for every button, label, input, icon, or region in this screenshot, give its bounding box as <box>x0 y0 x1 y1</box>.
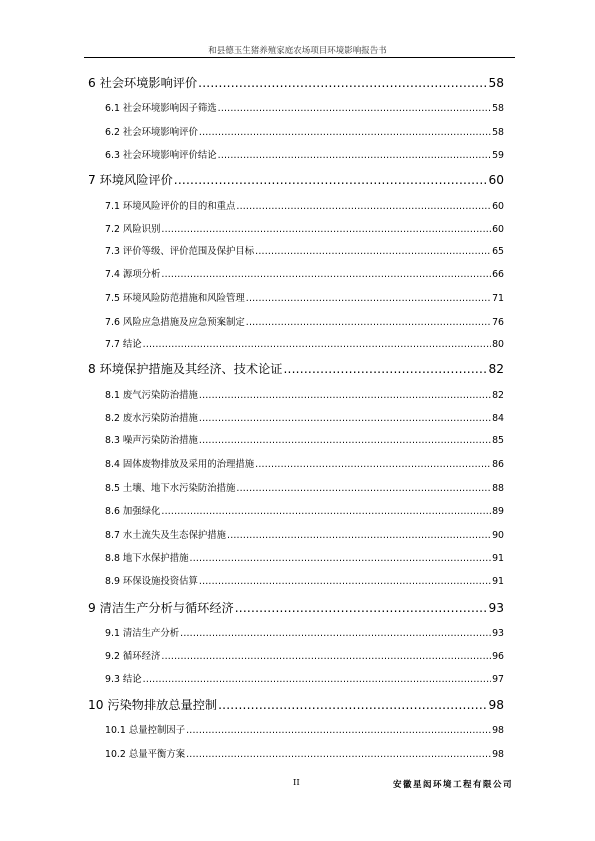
toc-entry[interactable] <box>88 599 504 616</box>
toc-entry[interactable] <box>88 360 504 377</box>
toc-leader-dots <box>190 553 492 564</box>
toc-leader-dots <box>174 173 488 187</box>
toc-entry-page: 58 <box>492 103 504 114</box>
toc-entry[interactable] <box>88 648 504 662</box>
toc-entry[interactable] <box>88 625 504 639</box>
toc-entry-label: 7.3 评价等级、评价范围及保护目标 <box>105 246 255 257</box>
toc-entry-page: 89 <box>492 506 504 517</box>
toc-entry[interactable] <box>88 550 504 564</box>
toc-entry-page: 88 <box>492 483 504 494</box>
toc-leader-dots <box>143 674 491 685</box>
toc-entry-page: 98 <box>488 698 504 712</box>
toc-leader-dots <box>186 749 491 760</box>
toc-entry-label: 10.1 总量控制因子 <box>105 725 186 736</box>
toc-entry-label: 6.1 社会环境影响因子筛选 <box>105 103 217 114</box>
toc-entry-page: 80 <box>492 339 504 350</box>
toc-leader-dots <box>218 698 487 712</box>
toc-entry-page: 82 <box>492 390 504 401</box>
running-header: 和县德玉生猪养殖家庭农场项目环境影响报告书 <box>208 46 387 56</box>
toc-leader-dots <box>180 628 491 639</box>
toc-entry-label: 9 清洁生产分析与循环经济 <box>88 601 234 615</box>
toc-leader-dots <box>227 530 491 541</box>
toc-entry-label: 10.2 总量平衡方案 <box>105 749 186 760</box>
toc-entry-page: 97 <box>492 674 504 685</box>
toc-entry[interactable] <box>88 314 504 328</box>
toc-entry[interactable] <box>88 266 504 280</box>
toc-leader-dots <box>161 506 491 517</box>
toc-entry-label: 7 环境风险评价 <box>88 173 173 187</box>
toc-entry-page: 65 <box>492 246 504 257</box>
toc-leader-dots <box>218 150 491 161</box>
toc-entry-label: 7.2 风险识别 <box>105 224 161 235</box>
toc-entry-page: 60 <box>488 173 504 187</box>
toc-entry-label: 8.4 固体废物排放及采用的治理措施 <box>105 459 255 470</box>
toc-entry-label: 7.7 结论 <box>105 339 142 350</box>
toc-entry-label: 8.8 地下水保护措施 <box>105 553 189 564</box>
toc-entry-page: 86 <box>492 459 504 470</box>
toc-leader-dots <box>246 293 491 304</box>
toc-entry-page: 60 <box>492 224 504 235</box>
toc-entry-label: 6.2 社会环境影响评价 <box>105 127 198 138</box>
toc-entry-page: 91 <box>492 576 504 587</box>
toc-entry-page: 93 <box>488 601 504 615</box>
toc-entry-page: 66 <box>492 269 504 280</box>
toc-entry-page: 93 <box>492 628 504 639</box>
toc-leader-dots <box>199 413 491 424</box>
toc-entry-page: 98 <box>492 725 504 736</box>
toc-entry-page: 58 <box>492 127 504 138</box>
toc-entry-label: 8.1 废气污染防治措施 <box>105 390 198 401</box>
toc-entry-label: 8.2 废水污染防治措施 <box>105 413 198 424</box>
toc-leader-dots <box>255 246 491 257</box>
toc-entry[interactable] <box>88 456 504 470</box>
toc-entry-label: 7.4 源项分析 <box>105 269 161 280</box>
toc-leader-dots <box>246 317 491 328</box>
toc-entry-label: 8 环境保护措施及其经济、技术论证 <box>88 362 283 376</box>
toc-entry[interactable] <box>88 671 504 685</box>
toc-entry-label: 6 社会环境影响评价 <box>88 76 198 90</box>
toc-entry-label: 9.1 清洁生产分析 <box>105 628 180 639</box>
toc-entry[interactable] <box>88 336 504 350</box>
toc-leader-dots <box>218 103 491 114</box>
toc-entry[interactable] <box>88 432 504 446</box>
toc-entry-page: 60 <box>492 201 504 212</box>
toc-entry[interactable] <box>88 124 504 138</box>
header-rule <box>84 57 515 58</box>
toc-entry[interactable] <box>88 221 504 235</box>
toc-entry-page: 58 <box>488 76 504 90</box>
toc-entry-label: 6.3 社会环境影响评价结论 <box>105 150 217 161</box>
toc-entry-label: 7.6 风险应急措施及应急预案制定 <box>105 317 245 328</box>
toc-leader-dots <box>161 269 491 280</box>
toc-entry-page: 59 <box>492 150 504 161</box>
toc-entry[interactable] <box>88 100 504 114</box>
toc-entry-label: 8.9 环保设施投资估算 <box>105 576 198 587</box>
toc-entry[interactable] <box>88 410 504 424</box>
toc-leader-dots <box>255 459 491 470</box>
toc-entry-page: 76 <box>492 317 504 328</box>
toc-entry[interactable] <box>88 480 504 494</box>
toc-entry-page: 84 <box>492 413 504 424</box>
toc-entry-page: 91 <box>492 553 504 564</box>
toc-leader-dots <box>143 339 491 350</box>
toc-entry-label: 8.5 土壤、地下水污染防治措施 <box>105 483 236 494</box>
toc-entry-label: 8.6 加强绿化 <box>105 506 161 517</box>
toc-leader-dots <box>236 483 491 494</box>
toc-entry[interactable] <box>88 503 504 517</box>
toc-entry-label: 10 污染物排放总量控制 <box>88 698 218 712</box>
toc-entry[interactable] <box>88 171 504 188</box>
toc-entry-page: 85 <box>492 435 504 446</box>
toc-entry-label: 7.1 环境风险评价的目的和重点 <box>105 201 236 212</box>
toc-entry[interactable] <box>88 198 504 212</box>
toc-entry[interactable] <box>88 290 504 304</box>
toc-entry-label: 8.3 噪声污染防治措施 <box>105 435 198 446</box>
toc-entry-page: 98 <box>492 749 504 760</box>
toc-leader-dots <box>161 224 491 235</box>
toc-leader-dots <box>199 576 491 587</box>
toc-entry[interactable] <box>88 722 504 736</box>
toc-entry-label: 9.2 循环经济 <box>105 651 161 662</box>
toc-entry[interactable] <box>88 147 504 161</box>
toc-entry[interactable] <box>88 527 504 541</box>
toc-entry[interactable] <box>88 243 504 257</box>
toc-leader-dots <box>236 201 491 212</box>
toc-leader-dots <box>199 390 491 401</box>
toc-leader-dots <box>235 601 488 615</box>
toc-entry-page: 82 <box>488 362 504 376</box>
toc-entry[interactable] <box>88 746 504 760</box>
toc-leader-dots <box>283 362 487 376</box>
company-name: 安徽星闳环境工程有限公司 <box>392 780 513 790</box>
toc-entry-page: 90 <box>492 530 504 541</box>
toc-leader-dots <box>198 76 487 90</box>
toc-leader-dots <box>199 435 491 446</box>
toc-entry[interactable] <box>88 696 504 713</box>
toc-entry-page: 96 <box>492 651 504 662</box>
toc-entry-page: 71 <box>492 293 504 304</box>
toc-leader-dots <box>186 725 491 736</box>
toc-entry-label: 8.7 水土流失及生态保护措施 <box>105 530 227 541</box>
toc-entry[interactable] <box>88 74 504 91</box>
toc-entry-label: 9.3 结论 <box>105 674 142 685</box>
toc-entry[interactable] <box>88 573 504 587</box>
toc-leader-dots <box>161 651 491 662</box>
toc-leader-dots <box>199 127 491 138</box>
toc-entry-label: 7.5 环境风险防范措施和风险管理 <box>105 293 245 304</box>
page-number: II <box>293 778 300 788</box>
toc-entry[interactable] <box>88 387 504 401</box>
